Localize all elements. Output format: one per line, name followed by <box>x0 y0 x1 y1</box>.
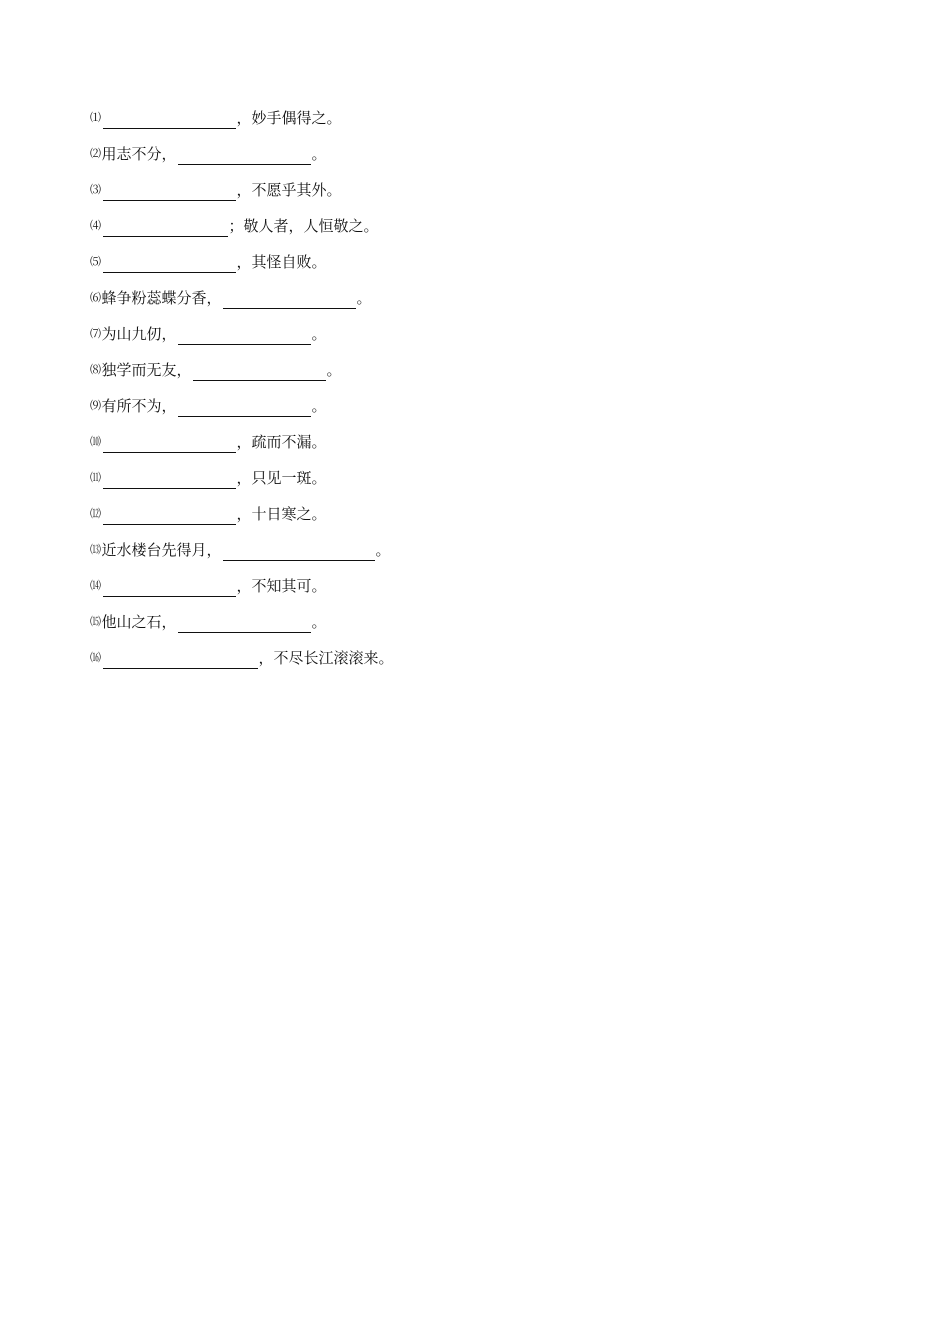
question-text-after: 。 <box>375 541 391 559</box>
question-12 <box>90 489 394 525</box>
question-text-after: 。 <box>311 325 327 343</box>
question-13 <box>90 525 394 561</box>
question-text-after: ，不知其可。 <box>236 577 327 595</box>
question-number: ⑵ <box>90 147 101 160</box>
answer-blank <box>103 184 236 201</box>
question-text-after: ，不愿乎其外。 <box>236 181 342 199</box>
question-number: ⑹ <box>90 291 101 304</box>
answer-blank <box>103 256 236 273</box>
question-text-after: ，疏而不漏。 <box>236 433 327 451</box>
question-number: ⑷ <box>90 219 101 232</box>
question-text-after: ，妙手偶得之。 <box>236 109 342 127</box>
question-number: ⑾ <box>90 471 101 484</box>
question-7 <box>90 309 394 345</box>
question-number: ⑻ <box>90 363 101 376</box>
question-text-after: ，十日寒之。 <box>236 505 327 523</box>
answer-blank <box>103 220 228 237</box>
fill-in-blank-list <box>90 93 394 669</box>
answer-blank <box>103 652 258 669</box>
question-text-before: 用志不分， <box>101 145 177 163</box>
question-5 <box>90 237 394 273</box>
answer-blank <box>193 364 326 381</box>
question-16 <box>90 633 394 669</box>
question-text-before: 为山九仞， <box>101 325 177 343</box>
question-text-after: 。 <box>326 361 342 379</box>
question-1 <box>90 93 394 129</box>
question-number: ⒁ <box>90 579 101 592</box>
question-text-before: 独学而无友， <box>101 361 192 379</box>
question-2 <box>90 129 394 165</box>
question-4 <box>90 201 394 237</box>
answer-blank <box>103 112 236 129</box>
question-text-after: ，只见一斑。 <box>236 469 327 487</box>
question-text-after: 。 <box>311 145 327 163</box>
answer-blank <box>103 436 236 453</box>
answer-blank <box>223 292 356 309</box>
question-text-before: 蜂争粉蕊蝶分香， <box>101 289 222 307</box>
question-text-before: 近水楼台先得月， <box>101 541 222 559</box>
question-text-after: ，其怪自败。 <box>236 253 327 271</box>
question-number: ⑼ <box>90 399 101 412</box>
question-number: ⑶ <box>90 183 101 196</box>
question-text-after: ，不尽长江滚滚来。 <box>258 649 394 667</box>
answer-blank <box>103 472 236 489</box>
answer-blank <box>178 148 311 165</box>
question-text-before: 有所不为， <box>101 397 177 415</box>
question-number: ⑸ <box>90 255 101 268</box>
question-number: ⒀ <box>90 543 101 556</box>
question-number: ⑽ <box>90 435 101 448</box>
question-text-before: 他山之石， <box>101 613 177 631</box>
question-6 <box>90 273 394 309</box>
answer-blank <box>178 616 311 633</box>
question-11 <box>90 453 394 489</box>
question-text-after: 。 <box>311 397 327 415</box>
answer-blank <box>103 580 236 597</box>
question-14 <box>90 561 394 597</box>
question-15 <box>90 597 394 633</box>
answer-blank <box>178 328 311 345</box>
answer-blank <box>103 508 236 525</box>
question-number: ⑺ <box>90 327 101 340</box>
question-3 <box>90 165 394 201</box>
question-text-after: 。 <box>311 613 327 631</box>
question-10 <box>90 417 394 453</box>
question-number: ⒃ <box>90 651 101 664</box>
question-number: ⑿ <box>90 507 101 520</box>
question-8 <box>90 345 394 381</box>
question-number: ⑴ <box>90 111 101 124</box>
question-9 <box>90 381 394 417</box>
answer-blank <box>223 544 375 561</box>
question-text-after: 。 <box>356 289 372 307</box>
answer-blank <box>178 400 311 417</box>
question-text-after: ；敬人者，人恒敬之。 <box>228 217 379 235</box>
question-number: ⒂ <box>90 615 101 628</box>
